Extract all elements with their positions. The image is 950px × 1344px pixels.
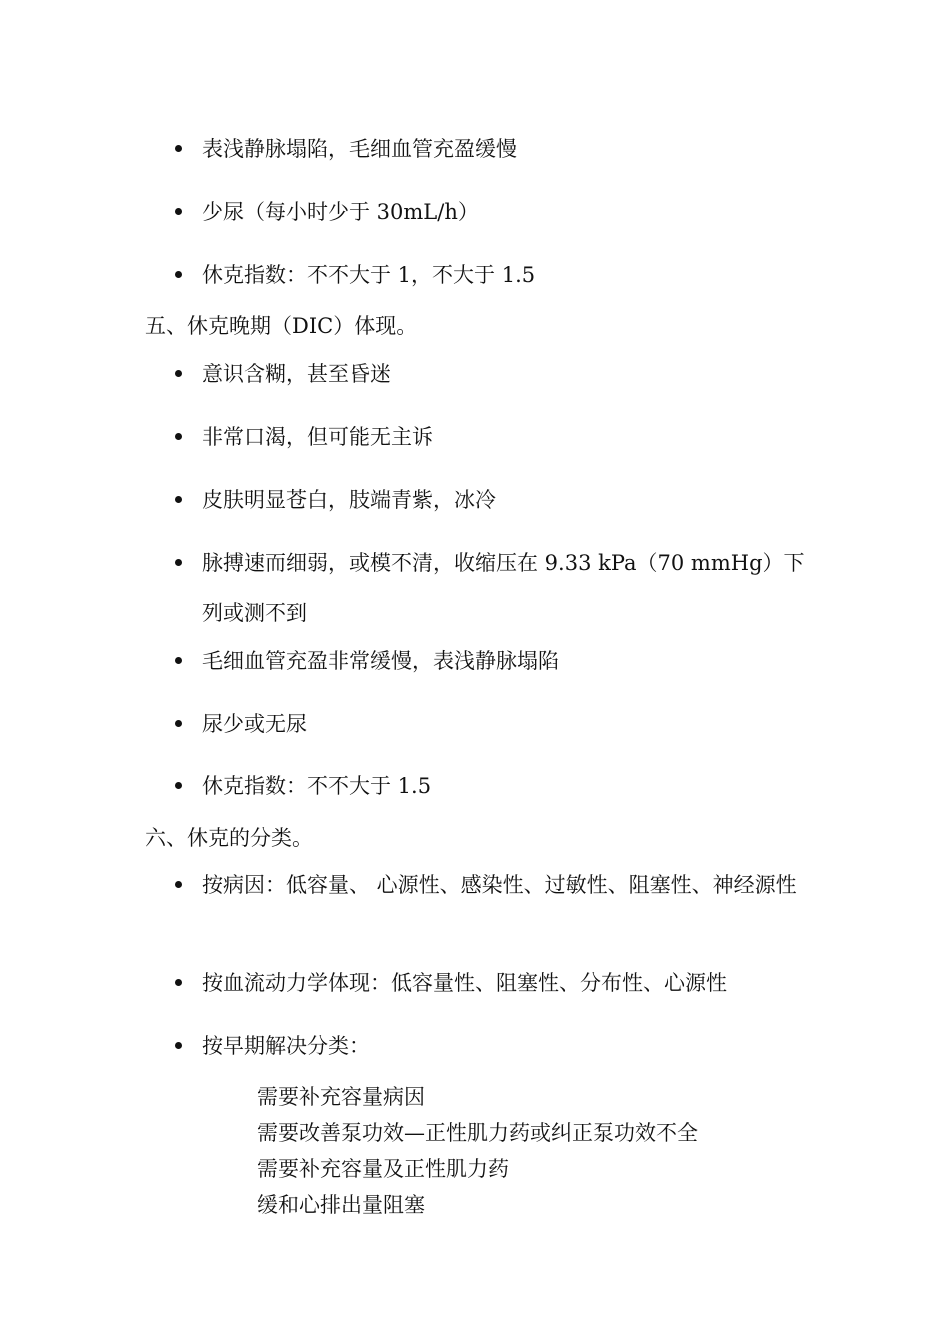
bullet-icon (175, 271, 182, 278)
bullet-icon (175, 559, 182, 566)
list-item-text: 尿少或无尿 (202, 712, 307, 736)
sub-list-item: 需要改善泵功效—正性肌力药或纠正泵功效不全 (257, 1121, 698, 1145)
list-item (202, 860, 812, 910)
bullet-icon (175, 208, 182, 215)
list-item (202, 412, 812, 462)
bullet-icon (175, 782, 182, 789)
sub-list-item: 缓和心排出量阻塞 (257, 1193, 425, 1217)
bullet-icon (175, 881, 182, 888)
list-item (202, 349, 812, 399)
list-item-text: 脉搏速而细弱，或模不清，收缩压在 9.33 kPa（70 mmHg）下列或测不到 (202, 551, 805, 625)
list-item (202, 538, 812, 638)
list-item-text: 按病因：低容量、 心源性、感染性、过敏性、阻塞性、神经源性 (202, 873, 797, 897)
list-item-text: 非常口渴，但可能无主诉 (202, 425, 433, 449)
bullet-icon (175, 433, 182, 440)
sub-list-item: 需要补充容量及正性肌力药 (257, 1157, 509, 1181)
list-item (202, 958, 812, 1008)
list-item (202, 636, 812, 686)
list-item-text: 毛细血管充盈非常缓慢，表浅静脉塌陷 (202, 649, 559, 673)
list-item-text: 休克指数：不不大于 1，不大于 1.5 (202, 263, 536, 287)
list-item-text: 少尿（每小时少于 30mL/h） (202, 200, 479, 224)
bullet-icon (175, 657, 182, 664)
bullet-icon (175, 370, 182, 377)
bullet-icon (175, 1042, 182, 1049)
section-heading-late-shock: 五、休克晚期（DIC）体现。 (145, 314, 418, 338)
bullet-icon (175, 720, 182, 727)
list-item (202, 1021, 812, 1071)
section-heading-shock-classification: 六、休克的分类。 (145, 826, 313, 850)
bullet-icon (175, 145, 182, 152)
list-item-text: 意识含糊，甚至昏迷 (202, 362, 391, 386)
list-item-text: 按血流动力学体现：低容量性、阻塞性、分布性、心源性 (202, 971, 727, 995)
list-item-text: 休克指数：不不大于 1.5 (202, 774, 432, 798)
list-item-text: 表浅静脉塌陷，毛细血管充盈缓慢 (202, 137, 517, 161)
list-item (202, 699, 812, 749)
list-item (202, 187, 812, 237)
bullet-icon (175, 979, 182, 986)
list-item-text: 皮肤明显苍白，肢端青紫，冰冷 (202, 488, 496, 512)
bullet-icon (175, 496, 182, 503)
sub-list-item: 需要补充容量病因 (257, 1085, 425, 1109)
list-item-text: 按早期解决分类： (202, 1034, 370, 1058)
list-item (202, 250, 812, 300)
list-item (202, 761, 812, 811)
list-item (202, 124, 812, 174)
list-item (202, 475, 812, 525)
